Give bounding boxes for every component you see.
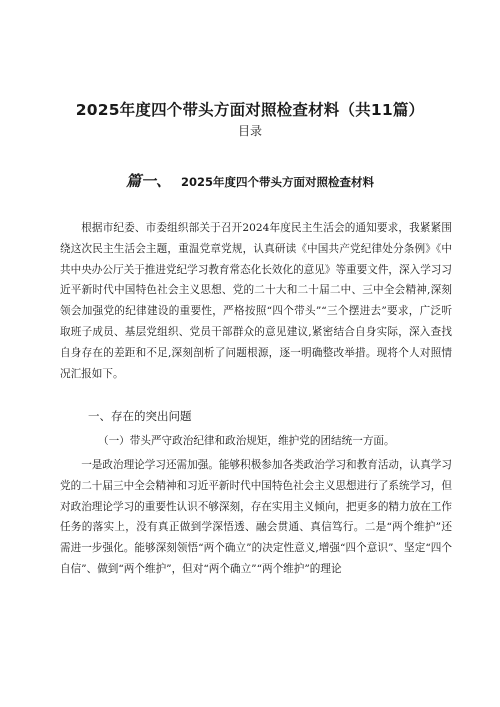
body-paragraph: 一是政治理论学习还需加强。能够积极参加各类政治学习和教育活动，认真学习党的二十届三中全会精神和习近平新时代中国特色社会主义思想进行了系统学习，但对政治理论学习的重要性认识不够深刻，存在实用主义倾向，把更多的精力放在工作任务的落实上，没有真正做到学深悟透、融会贯通、真信笃行。二是“两个维护”还需进一步强化。能够深刻领悟“两个确立”的决定性意义,增强“四个意识”、坚定“四个自信”、做到“两个维护”，但对“两个确立”“两个维护”的理论 bbox=[60, 459, 452, 575]
document-title: 2025年度四个带头方面对照检查材料（共11篇） bbox=[75, 101, 425, 119]
chapter-heading bbox=[0, 170, 500, 191]
chapter-title: 2025年度四个带头方面对照检查材料 bbox=[181, 175, 375, 189]
intro-paragraph: 根据市纪委、市委组织部关于召开2024年度民主生活会的通知要求，我紧紧围绕这次民主生活会主题，重温党章党规，认真研读《中国共产党纪律处分条例》《中共中央办公厅关于推进党纪学习教育常态化长效化的意见》等重要文件，深入学习习近平新时代中国特色社会主义思想、党的二十大和二十届二中、三中全会精神,深刻领会加强党的纪律建设的重要性，严格按照“四个带头”“三个摆进去”要求，广泛听取班子成员、基层党组织、党员干部群众的意见建议,紧密结合自身实际，深入查找自身存在的差距和不足,深刻剖析了问题根源，逐一明确整改举措。现将个人对照情况汇报如下。 bbox=[60, 222, 452, 380]
toc-heading: 目录 bbox=[237, 124, 262, 138]
section-title: 一、存在的突出问题 bbox=[88, 409, 192, 423]
chapter-number: 篇一、 bbox=[125, 172, 171, 190]
subsection-title: （一）带头严守政治纪律和政治规矩，维护党的团结统一方面。 bbox=[98, 435, 395, 447]
